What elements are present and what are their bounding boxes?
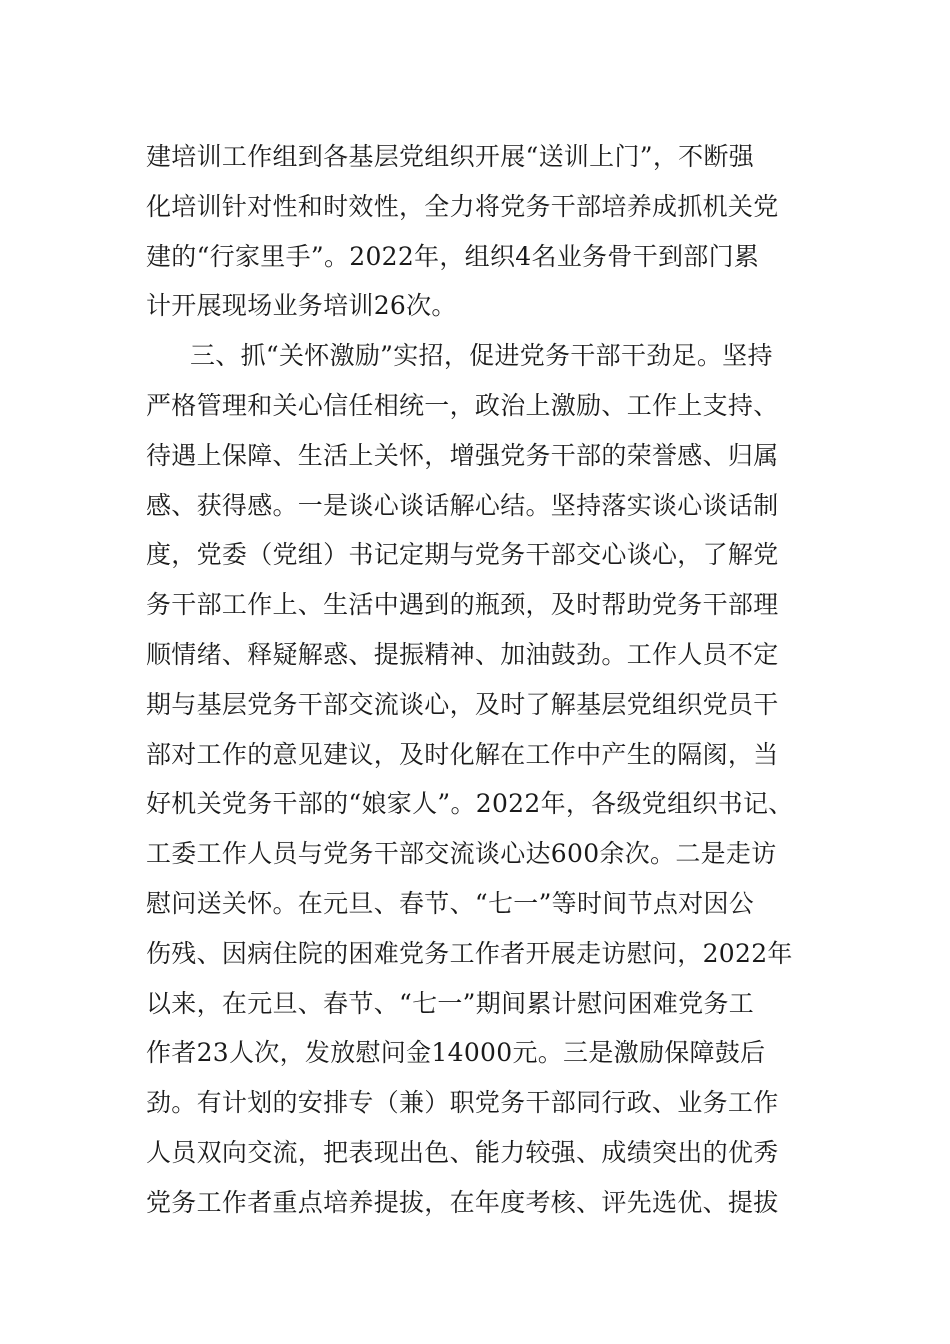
text-line: 人员双向交流，把表现出色、能力较强、成绩突出的优秀 (146, 1137, 779, 1167)
body-text (146, 132, 816, 1228)
text-line: 劲。有计划的安排专（兼）职党务干部同行政、业务工作 (146, 1088, 779, 1118)
text-line: 党务工作者重点培养提拔，在年度考核、评先选优、提拔 (146, 1187, 779, 1217)
text-line: 好机关党务干部的“娘家人”。2022年，各级党组织书记、 (146, 789, 794, 819)
text-line: 建的“行家里手”。2022年，组织4名业务骨干到部门累 (146, 241, 760, 271)
text-line: 度，党委（党组）书记定期与党务干部交心谈心，了解党 (146, 540, 779, 570)
text-line: 部对工作的意见建议，及时化解在工作中产生的隔阂，当 (146, 739, 779, 769)
text-line: 慰问送关怀。在元旦、春节、“七一”等时间节点对因公 (146, 888, 755, 918)
text-line: 作者23人次，发放慰问金14000元。三是激励保障鼓后 (146, 1038, 766, 1068)
text-line: 务干部工作上、生活中遇到的瓶颈，及时帮助党务干部理 (146, 590, 779, 620)
text-line: 以来，在元旦、春节、“七一”期间累计慰问困难党务工 (146, 988, 755, 1018)
text-line: 感、获得感。一是谈心谈话解心结。坚持落实谈心谈话制 (146, 490, 779, 520)
text-line: 化培训针对性和时效性，全力将党务干部培养成抓机关党 (146, 191, 779, 221)
text-line: 顺情绪、释疑解惑、提振精神、加油鼓劲。工作人员不定 (146, 639, 779, 669)
text-line: 期与基层党务干部交流谈心，及时了解基层党组织党员干 (146, 689, 779, 719)
text-line: 严格管理和关心信任相统一，政治上激励、工作上支持、 (146, 390, 779, 420)
text-line: 伤残、因病住院的困难党务工作者开展走访慰问，2022年 (146, 938, 793, 968)
text-line: 建培训工作组到各基层党组织开展“送训上门”，不断强 (146, 142, 755, 171)
text-line: 计开展现场业务培训26次。 (146, 291, 457, 321)
text-line: 待遇上保障、生活上关怀，增强党务干部的荣誉感、归属 (146, 440, 779, 470)
text-line: 工委工作人员与党务干部交流谈心达600余次。二是走访 (146, 839, 777, 869)
section-heading-line: 三、抓“关怀激励”实招，促进党务干部干劲足。坚持 (190, 341, 773, 371)
